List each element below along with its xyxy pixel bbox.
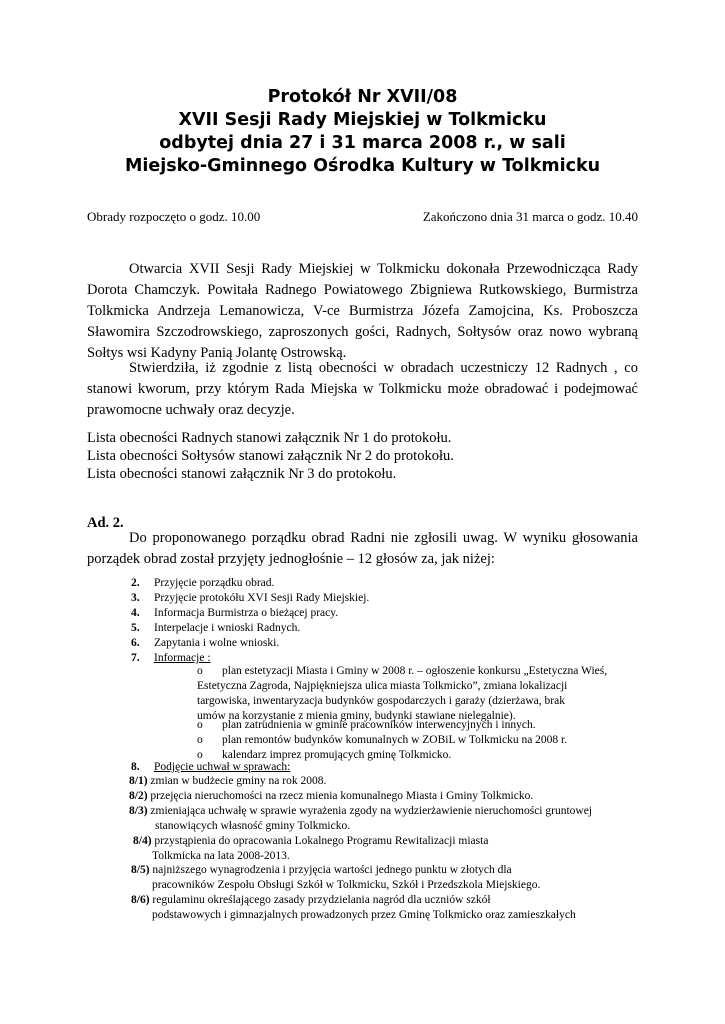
resolution-continuation: pracowników Zespołu Obsługi Szkół w Tolkmicku, Szkół i Przedszkola Miejskiego.	[152, 879, 541, 891]
bullet-marker-icon: o	[197, 719, 203, 731]
bullet-marker-icon: o	[197, 749, 203, 761]
bullet-marker-icon: o	[197, 665, 203, 677]
ad2-paragraph	[87, 528, 638, 570]
resolutions-header: 8. Podjęcie uchwał w sprawach:	[131, 761, 291, 773]
opening-paragraph	[87, 259, 638, 364]
attendance-list	[87, 429, 638, 483]
resolution-continuation: Tolkmicka na lata 2008-2013.	[152, 850, 290, 862]
resolution-item: 8/3) zmieniająca uchwałę w sprawie wyrażenia zgody na wydzierżawienie nieruchomości gruntowej	[129, 805, 593, 817]
attendance-line-1: Lista obecności Radnych stanowi załącznik Nr 1 do protokołu.	[87, 430, 452, 446]
resolution-item: 8/6) regulaminu określającego zasady przydzielania nagród dla uczniów szkół	[131, 894, 491, 906]
attendance-line-2: Lista obecności Sołtysów stanowi załącznik Nr 2 do protokołu.	[87, 448, 454, 464]
agenda-item: 2. Przyjęcie porządku obrad.	[131, 577, 275, 589]
resolution-item: 8/5) najniższego wynagrodzenia i przyjęcia wartości jednego punktu w złotych dla	[131, 864, 512, 876]
agenda-item: 4. Informacja Burmistrza o bieżącej pracy.	[131, 607, 339, 619]
agenda-item: 6. Zapytania i wolne wnioski.	[131, 637, 280, 649]
title-line-2: XVII Sesji Rady Miejskiej w Tolkmicku	[178, 110, 547, 130]
resolution-continuation: stanowiących własność gminy Tolkmicko.	[155, 820, 351, 832]
attendance-line-3: Lista obecności stanowi załącznik Nr 3 do protokołu.	[87, 466, 397, 482]
title-line-4: Miejsko-Gminnego Ośrodka Kultury w Tolkmicku	[124, 156, 601, 176]
quorum-line-3: prawomocne uchwały oraz decyzje.	[87, 402, 295, 418]
quorum-line-1: Stwierdziła, iż zgodnie z listą obecności w obradach uczestniczy 12 Radnych , co	[129, 360, 638, 376]
opening-line-5: Sołtys wsi Kadyny Panią Jolantę Ostrowską.	[87, 345, 347, 361]
ad2-line-1: Do proponowanego porządku obrad Radni nie zgłosili uwag. W wyniku głosowania	[129, 530, 638, 546]
opening-line-3: Tolkmicka Andrzeja Lemanowicza, V-ce Burmistrza Józefa Zamojcina, Ks. Proboszcza	[87, 303, 638, 319]
bullet-marker-icon: o	[197, 734, 203, 746]
start-time: Obrady rozpoczęto o godz. 10.00	[87, 209, 261, 224]
agenda-item: 7. Informacje :	[131, 652, 211, 664]
resolution-item: 8/2) przejęcia nieruchomości na rzecz mienia komunalnego Miasta i Gminy Tolkmicko.	[129, 790, 534, 802]
resolution-item: 8/1) zmian w budżecie gminy na rok 2008.	[129, 775, 327, 787]
opening-line-2: Dorota Chamczyk. Powitała Radnego Powiatowego Zbigniewa Rutkowskiego, Burmistrza	[87, 282, 638, 298]
session-times	[87, 207, 638, 227]
ad2-heading: Ad. 2.	[87, 515, 124, 531]
document-title	[0, 86, 725, 178]
ad2-line-2: porządek obrad został przyjęty jednogłośnie – 12 głosów za, jak niżej:	[87, 551, 495, 567]
quorum-paragraph	[87, 358, 638, 421]
end-time: Zakończono dnia 31 marca o godz. 10.40	[422, 209, 638, 224]
resolution-continuation: podstawowych i gimnazjalnych prowadzonych przez Gminę Tolkmicko oraz zamieszkałych	[152, 909, 576, 921]
opening-line-1: Otwarcia XVII Sesji Rady Miejskiej w Tolkmicku dokonała Przewodnicząca Rady	[129, 261, 638, 277]
quorum-line-2: stanowi kworum, przy którym Rada Miejska w Tolkmicku może obradować i podejmować	[87, 381, 638, 397]
opening-line-4: Sławomira Szczodrowskiego, zaproszonych gości, Radnych, Sołtysów oraz nowo wybraną	[87, 324, 638, 340]
document-page: Protokół Nr XVII/08 XVII Sesji Rady Miejskiej w Tolkmicku odbytej dnia 27 i 31 marca 2008 r., w sali Miejsko-Gminnego Ośrodka Kultury w Tolkmicku Obrady rozpoczęto o godz. 10.00 Zakończono dnia 31 marca o godz. 10.40 Otwarcia XVII Sesji Rady Miejskiej w Tolkmicku dokonała Przewodnicząca Rady Dorota Chamczyk. Powitała Radnego Powiatowego Zbigniewa Rutkowskiego, Burmistrza Tolkmicka Andrzeja Lemanowicza, V-ce Burmistrza Józefa Zamojcina, Ks. Proboszcza Sławomira Szczodrowskiego, zaproszonych gości, Radnych, Sołtysów oraz nowo wybraną Sołtys wsi Kadyny Panią Jolantę Ostrowską. Stwierdziła, iż zgodnie z listą obecności w obradach uczestniczy 12 Radnych , co stanowi kworum, przy którym Rada Miejska w Tolkmicku może obradować i podejmować prawomocne uchwały oraz decyzje. Lista obecności Radnych stanowi załącznik Nr 1 do protokołu. Lista obecności Sołtysów stanowi załącznik Nr 2 do protokołu. Lista obecności stanowi załącznik Nr 3 do protokołu. Ad. 2. Do proponowanego porządku obrad Radni nie zgłosili uwag. W wyniku głosowania porządek obrad został przyjęty jednogłośnie – 12 głosów za, jak niżej: 2. Przyjęcie porządku obrad. 3. Przyjęcie protokółu XVI Sesji Rady Miejskiej. 4. Informacja Burmistrza o bieżącej pracy. 5. Interpelacje i wnioski Radnych. 6. Zapytania i wolne wnioski. 7. Informacje : o plan estetyzacji Miasta i Gminy w 2008 r. – ogłoszenie konkursu „Estetyczna Wieś, Estetyczna Zagroda, Najpiękniejsza ulica miasta Tolkmicko”, zmiana lokalizacji targowiska, inwentaryzacja budynków gospodarczych i garaży (dzierżawa, brak umów na korzystanie z mienia gminy, budynki stawiane nielegalnie). o plan zatrudnienia w gminie pracowników interwencyjnych i innych. o plan remontów budynków komunalnych w ZOBiL w Tolkmicku na 2008 r. o kalendarz imprez promujących gminę Tolkmicko. 8. Podjęcie uchwał w sprawach: 8/1) zmian w budżecie gminy na rok 2008. 8/2) przejęcia nieruchomości na rzecz mienia komunalnego Miasta i Gminy Tolkmicko. 8/3) zmieniająca uchwałę w sprawie wyrażenia zgody na wydzierżawienie nieruchomości gruntowej stanowiących własność gminy Tolkmicko. 8/4) przystąpienia do opracowania Lokalnego Programu Rewitalizacji miasta Tolkmicka na lata 2008-2013. 8/5) najniższego wynagrodzenia i przyjęcia wartości jednego punktu w złotych dla pracowników Zespołu Obsługi Szkół w Tolkmicku, Szkół i Przedszkola Miejskiego. 8/6) regulaminu określającego zasady przydzielania nagród dla uczniów szkół podstawowych i gimnazjalnych prowadzonych przez Gminę Tolkmicko oraz zamieszkałych	[0, 0, 725, 1024]
resolution-item: 8/4) przystąpienia do opracowania Lokalnego Programu Rewitalizacji miasta	[133, 835, 489, 847]
title-line-1: Protokół Nr XVII/08	[267, 87, 458, 107]
agenda-item: 5. Interpelacje i wnioski Radnych.	[131, 622, 301, 634]
agenda-item: 3. Przyjęcie protokółu XVI Sesji Rady Miejskiej.	[131, 592, 370, 604]
title-line-3: odbytej dnia 27 i 31 marca 2008 r., w sali	[159, 133, 566, 153]
